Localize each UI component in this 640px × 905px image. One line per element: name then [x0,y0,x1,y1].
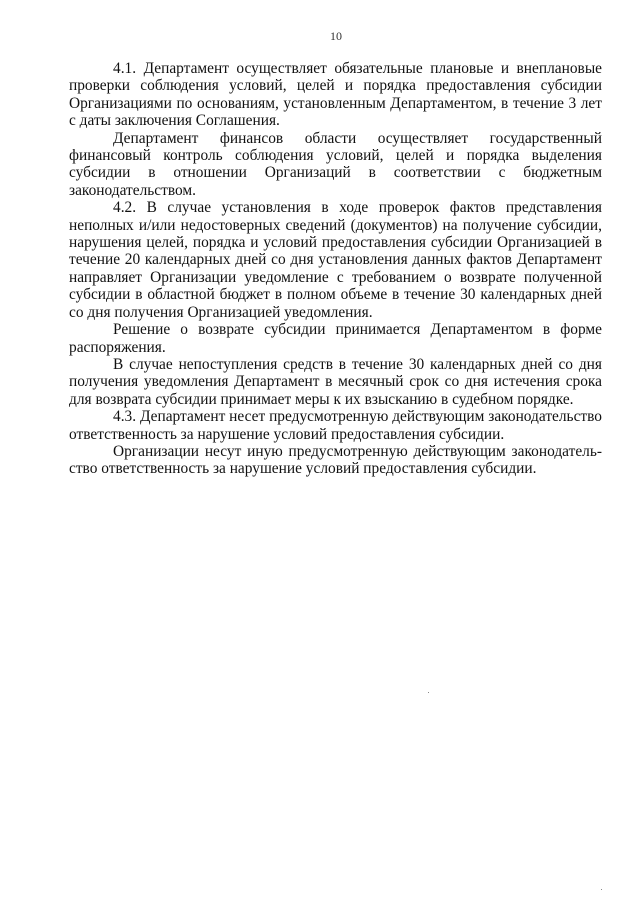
paragraph-financial-control: Департамент финансов области осуществляет государственный финансовый контроль соблюдения условий, целей и порядка выделения субсидии в отношении Организаций в соответствии с бюджетным законодательством. [69,129,602,199]
paragraph-organizations-liability: Организации несут иную предусмотренную действующим законодательство ответственность за нарушение условий предоставления субсидии. [69,442,602,478]
paragraph-4-3: 4.3. Департамент несет предусмотренную действующим законодательство ответственность за нарушение условий предоставления субсидии. [69,408,602,443]
paragraph-non-receipt: В случае непоступления средств в течение 30 календарных дней со дня получения уведомления Департамент в месячный срок со дня истечения срока для возврата субсидии принимает меры к их взысканию в судебном порядке. [69,355,602,408]
document-body [69,60,602,478]
paragraph-refund-decision: Решение о возврате субсидии принимается Департаментом в форме распоряжения. [69,321,602,356]
page-number: 10 [330,29,342,43]
paragraph-4-1: 4.1. Департамент осуществляет обязательные плановые и внеплановые проверки соблюдения условий, целей и порядка предоставления субсидии Организациями по основаниям, установленным Департаментом, в течение 3 лет с даты заключения Соглашения. [69,60,602,130]
scan-speck [428,692,429,693]
paragraph-4-2: 4.2. В случае установления в ходе проверок фактов представления неполных и/или недостоверных сведений (документов) на получение субсидии, нарушения целей, порядка и условий предоставления субсидии Организацией в течение 20 календарных дней со дня установления данных фактов Департамент направляет Организации уведомление с требованием о возврате полученной субсидии в областной бюджет в полном объеме в течение 30 календарных дней со дня получения Организацией уведомления. [69,199,602,321]
scan-speck [601,889,602,890]
